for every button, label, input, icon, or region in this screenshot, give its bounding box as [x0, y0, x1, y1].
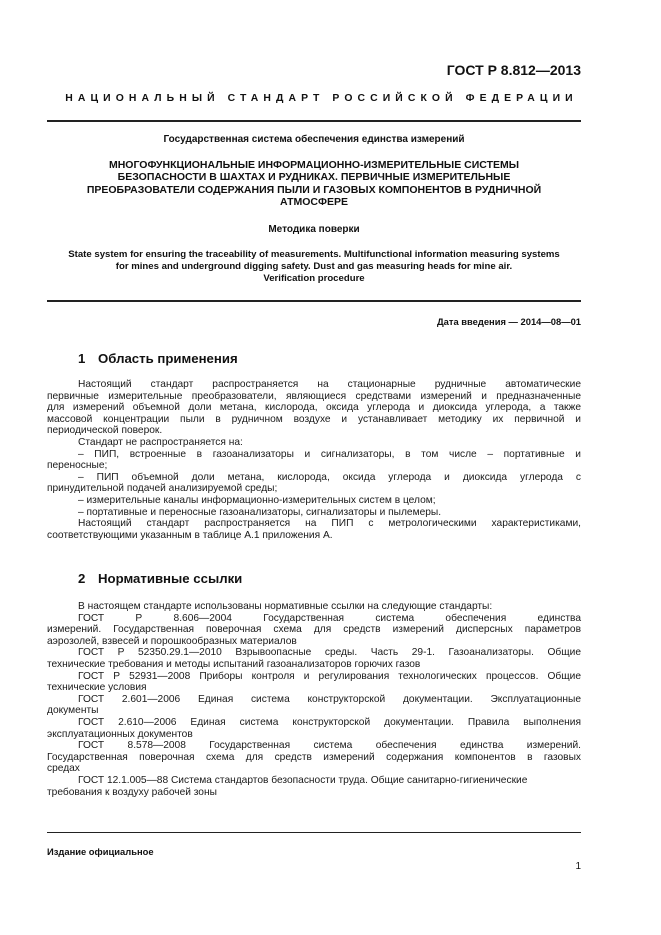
text-line: эксплуатационных документов — [47, 728, 193, 740]
english-title — [47, 249, 581, 285]
text-line: переносные; — [47, 460, 108, 472]
method-subtitle: Методика поверки — [268, 224, 360, 235]
text-line: документы — [47, 705, 99, 717]
english-title-line: Verification procedure — [263, 273, 365, 284]
gost-code: ГОСТ Р 8.812—2013 — [446, 62, 581, 78]
national-standard-title: НАЦИОНАЛЬНЫЙ СТАНДАРТ РОССИЙСКОЙ ФЕДЕРАЦИИ — [65, 93, 578, 104]
text-line: Стандарт не распространяется на: — [78, 436, 243, 448]
text-line: ГОСТ 2.601—2006 Единая система конструкторской документации. Эксплуатационные — [78, 693, 581, 705]
text-line: принудительной подачей анализируемой среды; — [47, 483, 278, 495]
main-title-line: АТМОСФЕРЕ — [280, 196, 348, 209]
official-edition-label: Издание официальное — [47, 846, 154, 857]
section-number: 2 — [78, 571, 86, 586]
section-2-body — [47, 601, 581, 798]
text-line: периодической поверок. — [47, 425, 163, 437]
text-line: Настоящий стандарт распространяется на ПИП с метрологическими характеристиками, — [78, 518, 581, 530]
introduction-date: Дата введения — 2014—08—01 — [436, 316, 581, 327]
text-line: первичные измерительные преобразователи, являющиеся средствами измерений и предназначенные — [47, 390, 581, 402]
footer-rule — [47, 832, 581, 833]
title-rule — [47, 300, 581, 302]
text-line: технические условия — [47, 682, 147, 694]
text-line: Настоящий стандарт распространяется на стационарные рудничные автоматические — [78, 379, 581, 390]
text-line: Государственная поверочная схема для средств измерений содержания компонентов в газовых — [47, 751, 581, 763]
section-title: Область применения — [98, 351, 238, 366]
text-line: ГОСТ 8.578—2008 Государственная система обеспечения единства измерений. — [78, 740, 581, 752]
section-number: 1 — [78, 351, 86, 366]
text-line: соответствующими указанным в таблице А.1 приложения А. — [47, 529, 333, 541]
text-line: В настоящем стандарте использованы нормативные ссылки на следующие стандарты: — [78, 601, 493, 612]
text-line: ГОСТ 2.610—2006 Единая система конструкторской документации. Правила выполнения — [78, 716, 581, 728]
page-number: 1 — [575, 861, 581, 872]
text-line: измерений. Государственная поверочная схема для средств измерений дисперсных параметров — [47, 624, 581, 636]
text-line: ГОСТ Р 52350.29.1—2010 Взрывоопасные среды. Часть 29-1. Газоанализаторы. Общие — [78, 647, 581, 659]
section-2-heading — [78, 571, 242, 586]
text-line: ГОСТ Р 8.606—2004 Государственная система обеспечения единства — [78, 612, 581, 624]
text-line: – измерительные каналы информационно-измерительных систем в целом; — [78, 494, 436, 506]
english-title-line: for mines and underground digging safety. Dust and gas measuring heads for mine air. — [115, 261, 513, 272]
main-title-line: МНОГОФУНКЦИОНАЛЬНЫЕ ИНФОРМАЦИОННО-ИЗМЕРИТЕЛЬНЫЕ СИСТЕМЫ — [108, 159, 520, 171]
text-line: для измерений объемной доли метана, кислорода, оксида углерода и диоксида углерода, а также — [47, 402, 581, 414]
text-line: средах — [47, 763, 80, 775]
main-title-line: БЕЗОПАСНОСТИ В ШАХТАХ И РУДНИКАХ. ПЕРВИЧНЫЕ ИЗМЕРИТЕЛЬНЫЕ — [117, 171, 511, 184]
text-line: аэрозолей, взвесей и порошкообразных материалов — [47, 635, 297, 647]
section-1-body — [47, 379, 581, 541]
main-title-line: ПРЕОБРАЗОВАТЕЛИ СОДЕРЖАНИЯ ПЫЛИ И ГАЗОВЫХ КОМПОНЕНТОВ В РУДНИЧНОЙ — [86, 183, 542, 196]
text-line: – ПИП, встроенные в газоанализаторы и сигнализаторы, в том числе – портативные и — [78, 448, 581, 460]
text-line: – портативные и переносные газоанализаторы, сигнализаторы и пылемеры. — [78, 506, 442, 518]
system-title: Государственная система обеспечения единства измерений — [163, 134, 465, 145]
text-line: технические требования и методы испытаний газоанализаторов горючих газов — [47, 658, 421, 670]
english-title-line: State system for ensuring the traceability of measurements. Multifunctional information measuring systems — [68, 249, 560, 260]
text-line: требования к воздуху рабочей зоны — [47, 786, 217, 798]
main-title — [47, 159, 581, 209]
section-title: Нормативные ссылки — [98, 571, 243, 586]
text-line: массовой концентрации пыли в рудничном воздухе и устанавливает методику их первичной и — [47, 413, 581, 425]
header-rule — [47, 120, 581, 122]
text-line: ГОСТ 12.1.005—88 Система стандартов безопасности труда. Общие санитарно-гигиенические — [78, 774, 528, 786]
text-line: – ПИП объемной доли метана, кислорода, оксида углерода и диоксида углерода с — [78, 471, 581, 483]
text-line: ГОСТ Р 52931—2008 Приборы контроля и регулирования технологических процессов. Общие — [78, 670, 581, 682]
section-1-heading — [78, 351, 238, 366]
